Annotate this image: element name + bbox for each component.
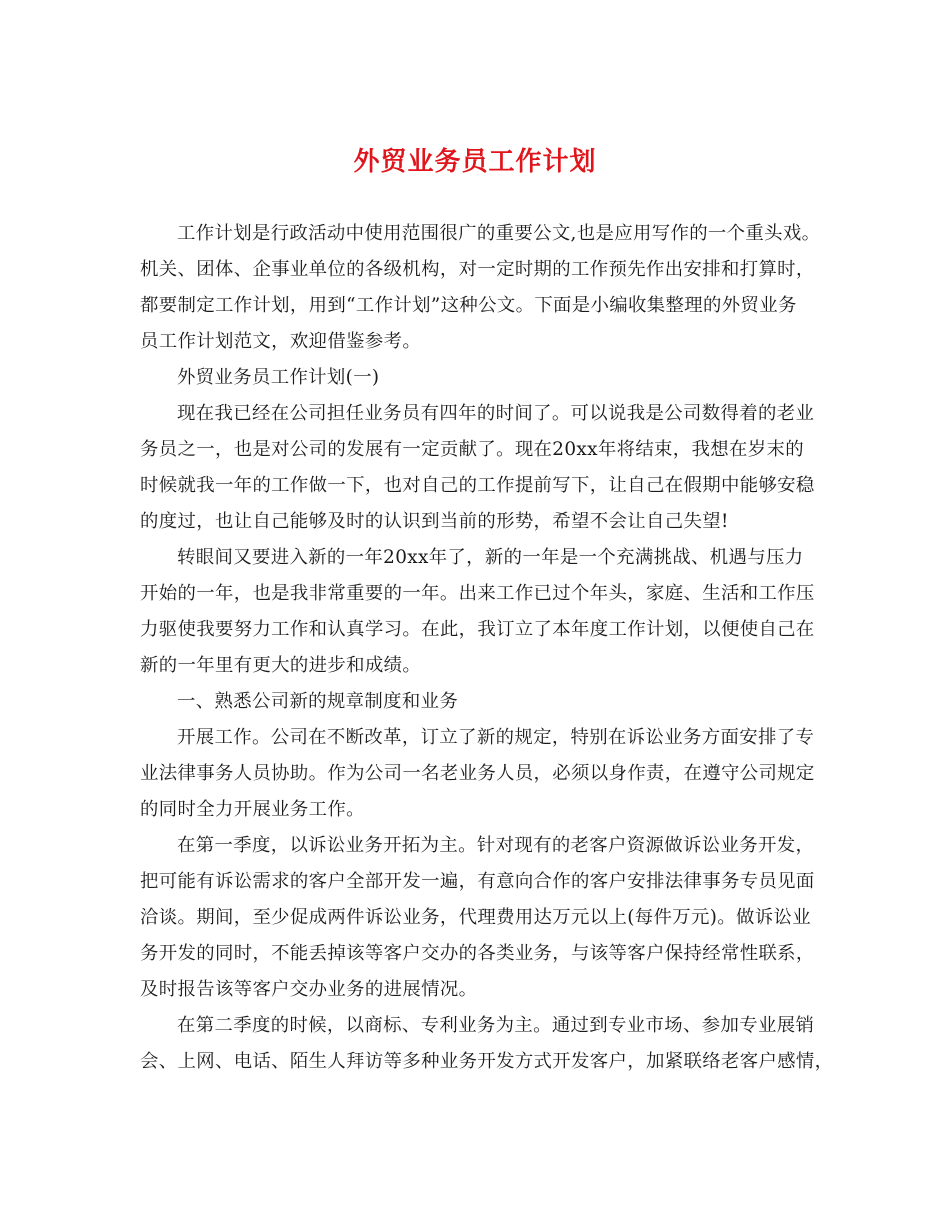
section-heading: 外贸业务员工作计划(一) [177,367,380,388]
paragraph-line: 在第二季度的时候，以商标、专利业务为主。通过到专业市场、参加专业展销 [177,1015,815,1036]
paragraph-line: 开始的一年，也是我非常重要的一年。出来工作已过个年头，家庭、生活和工作压 [140,583,815,604]
paragraph-line: 员工作计划范文，欢迎借鉴参考。 [140,331,422,352]
paragraph-line: 转眼间又要进入新的一年20xx年了，新的一年是一个充满挑战、机遇与压力 [177,547,804,568]
paragraph-line: 开展工作。公司在不断改革，订立了新的规定，特别在诉讼业务方面安排了专 [177,727,815,748]
document-title: 外贸业务员工作计划 [353,147,597,177]
paragraph-line: 把可能有诉讼需求的客户全部开发一遍，有意向合作的客户安排法律事务专员见面 [140,871,815,892]
paragraph-line: 新的一年里有更大的进步和成绩。 [140,655,422,676]
paragraph-line: 及时报告该等客户交办业务的进展情况。 [140,979,478,1000]
paragraph-line: 的同时全力开展业务工作。 [140,799,365,820]
paragraph-line: 力驱使我要努力工作和认真学习。在此，我订立了本年度工作计划，以便使自己在 [140,619,815,640]
paragraph-line: 工作计划是行政活动中使用范围很广的重要公文,也是应用写作的一个重头戏。 [177,223,821,244]
paragraph-line: 时候就我一年的工作做一下，也对自己的工作提前写下，让自己在假期中能够安稳 [140,475,815,496]
paragraph-line: 会、上网、电话、陌生人拜访等多种业务开发方式开发客户，加紧联络老客户感情， [140,1051,834,1072]
paragraph-line: 务开发的同时，不能丢掉该等客户交办的各类业务，与该等客户保持经常性联系， [140,943,815,964]
paragraph-line: 业法律事务人员协助。作为公司一名老业务人员，必须以身作责，在遵守公司规定 [140,763,815,784]
paragraph-line: 机关、团体、企事业单位的各级机构，对一定时期的工作预先作出安排和打算时， [140,259,815,280]
paragraph-line: 在第一季度，以诉讼业务开拓为主。针对现有的老客户资源做诉讼业务开发， [177,835,815,856]
paragraph-line: 都要制定工作计划，用到“工作计划”这种公文。下面是小编收集整理的外贸业务 [140,295,797,316]
paragraph-line: 现在我已经在公司担任业务员有四年的时间了。可以说我是公司数得着的老业 [177,403,815,424]
paragraph-line: 的度过，也让自己能够及时的认识到当前的形势，希望不会让自己失望! [140,511,729,532]
paragraph-line: 务员之一，也是对公司的发展有一定贡献了。现在20xx年将结束，我想在岁末的 [140,439,804,460]
paragraph-line: 洽谈。期间，至少促成两件诉讼业务，代理费用达万元以上(每件万元)。做诉讼业 [140,907,811,928]
section-heading: 一、熟悉公司新的规章制度和业务 [177,691,459,712]
